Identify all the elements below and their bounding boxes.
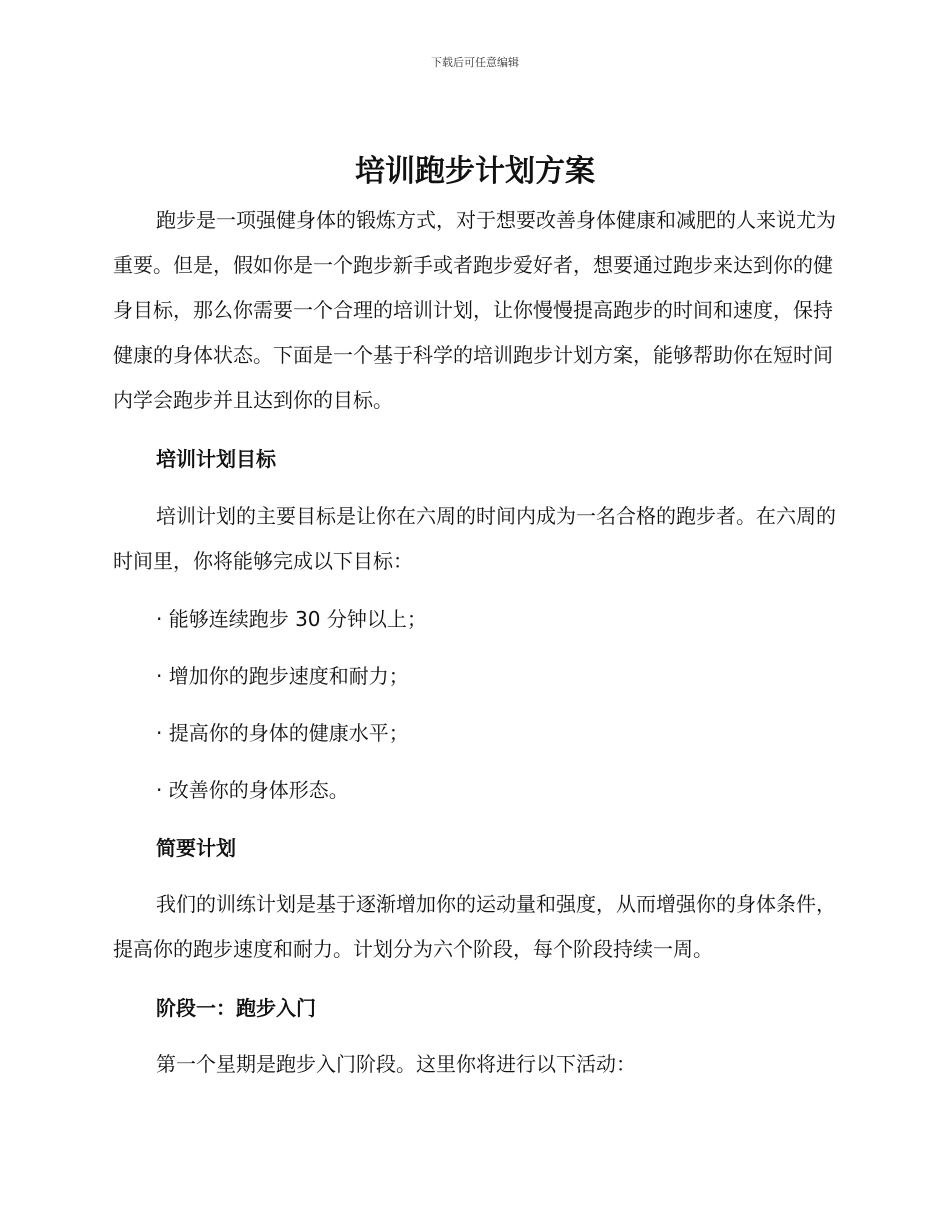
intro-paragraph: 跑步是一项强健身体的锻炼方式，对于想要改善身体健康和减肥的人来说尤为重要。但是，假如你是一个跑步新手或者跑步爱好者，想要通过跑步来达到你的健身目标，那么你需要一个合理的培训计划，让你慢慢提高跑步的时间和速度，保持健康的身体状态。下面是一个基于科学的培训跑步计划方案，能够帮助你在短时间内学会跑步并且达到你的目标。	[113, 208, 836, 412]
goal-item: · 改善你的身体形态。	[156, 778, 349, 802]
plan-heading: 简要计划	[156, 836, 236, 860]
stage1-heading: 阶段一：跑步入门	[156, 996, 316, 1020]
goals-heading: 培训计划目标	[156, 447, 276, 471]
page-header-note: 下载后可任意编辑	[431, 56, 519, 69]
document-title: 培训跑步计划方案	[355, 154, 595, 189]
goal-item: · 提高你的身体的健康水平；	[156, 721, 409, 745]
plan-paragraph: 我们的训练计划是基于逐渐增加你的运动量和强度，从而增强你的身体条件，提高你的跑步速度和耐力。计划分为六个阶段，每个阶段持续一周。	[113, 892, 836, 961]
stage1-paragraph: 第一个星期是跑步入门阶段。这里你将进行以下活动：	[156, 1052, 636, 1076]
goals-paragraph: 培训计划的主要目标是让你在六周的时间内成为一名合格的跑步者。在六周的时间里，你将能够完成以下目标：	[113, 504, 836, 573]
goal-item: · 能够连续跑步 30 分钟以上；	[156, 607, 427, 631]
goal-item: · 增加你的跑步速度和耐力；	[156, 664, 409, 688]
